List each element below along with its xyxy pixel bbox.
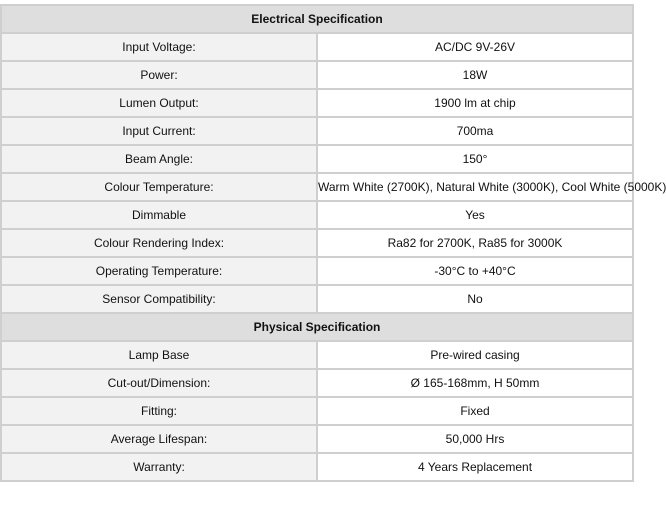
spec-value: -30°C to +40°C xyxy=(317,257,633,285)
spec-row xyxy=(1,173,633,201)
spec-value: 4 Years Replacement xyxy=(317,453,633,481)
spec-row xyxy=(1,145,633,173)
spec-label: Warranty: xyxy=(1,453,317,481)
spec-value: 700ma xyxy=(317,117,633,145)
section-title: Electrical Specification xyxy=(1,5,633,33)
spec-row xyxy=(1,89,633,117)
spec-value: Fixed xyxy=(317,397,633,425)
spec-label: Operating Temperature: xyxy=(1,257,317,285)
spec-row xyxy=(1,341,633,369)
spec-row xyxy=(1,257,633,285)
spec-value: AC/DC 9V-26V xyxy=(317,33,633,61)
spec-row xyxy=(1,397,633,425)
spec-label: Lumen Output: xyxy=(1,89,317,117)
spec-label: Colour Rendering Index: xyxy=(1,229,317,257)
spec-value: Ra82 for 2700K, Ra85 for 3000K xyxy=(317,229,633,257)
spec-label: Beam Angle: xyxy=(1,145,317,173)
spec-row xyxy=(1,117,633,145)
spec-label: Lamp Base xyxy=(1,341,317,369)
spec-value: 18W xyxy=(317,61,633,89)
spec-label: Dimmable xyxy=(1,201,317,229)
spec-value: Pre-wired casing xyxy=(317,341,633,369)
spec-label: Fitting: xyxy=(1,397,317,425)
spec-value: Ø 165-168mm, H 50mm xyxy=(317,369,633,397)
spec-row xyxy=(1,229,633,257)
spec-row xyxy=(1,453,633,481)
spec-value: No xyxy=(317,285,633,313)
spec-value: 1900 lm at chip xyxy=(317,89,633,117)
spec-row xyxy=(1,285,633,313)
spec-label: Average Lifespan: xyxy=(1,425,317,453)
spec-row xyxy=(1,33,633,61)
section-header-row xyxy=(1,313,633,341)
spec-label: Input Current: xyxy=(1,117,317,145)
section-header-row xyxy=(1,5,633,33)
spec-row xyxy=(1,201,633,229)
section-title: Physical Specification xyxy=(1,313,633,341)
spec-row xyxy=(1,61,633,89)
spec-value: Warm White (2700K), Natural White (3000K), Cool White (5000K) xyxy=(317,173,633,201)
spec-label: Colour Temperature: xyxy=(1,173,317,201)
spec-row xyxy=(1,425,633,453)
specification-table-body xyxy=(1,5,666,481)
spec-label: Cut-out/Dimension: xyxy=(1,369,317,397)
spec-label: Input Voltage: xyxy=(1,33,317,61)
spec-label: Sensor Compatibility: xyxy=(1,285,317,313)
spec-value: 150° xyxy=(317,145,633,173)
spec-value: 50,000 Hrs xyxy=(317,425,633,453)
spec-label: Power: xyxy=(1,61,317,89)
spec-value: Yes xyxy=(317,201,633,229)
specification-table xyxy=(0,4,666,482)
spec-row xyxy=(1,369,633,397)
